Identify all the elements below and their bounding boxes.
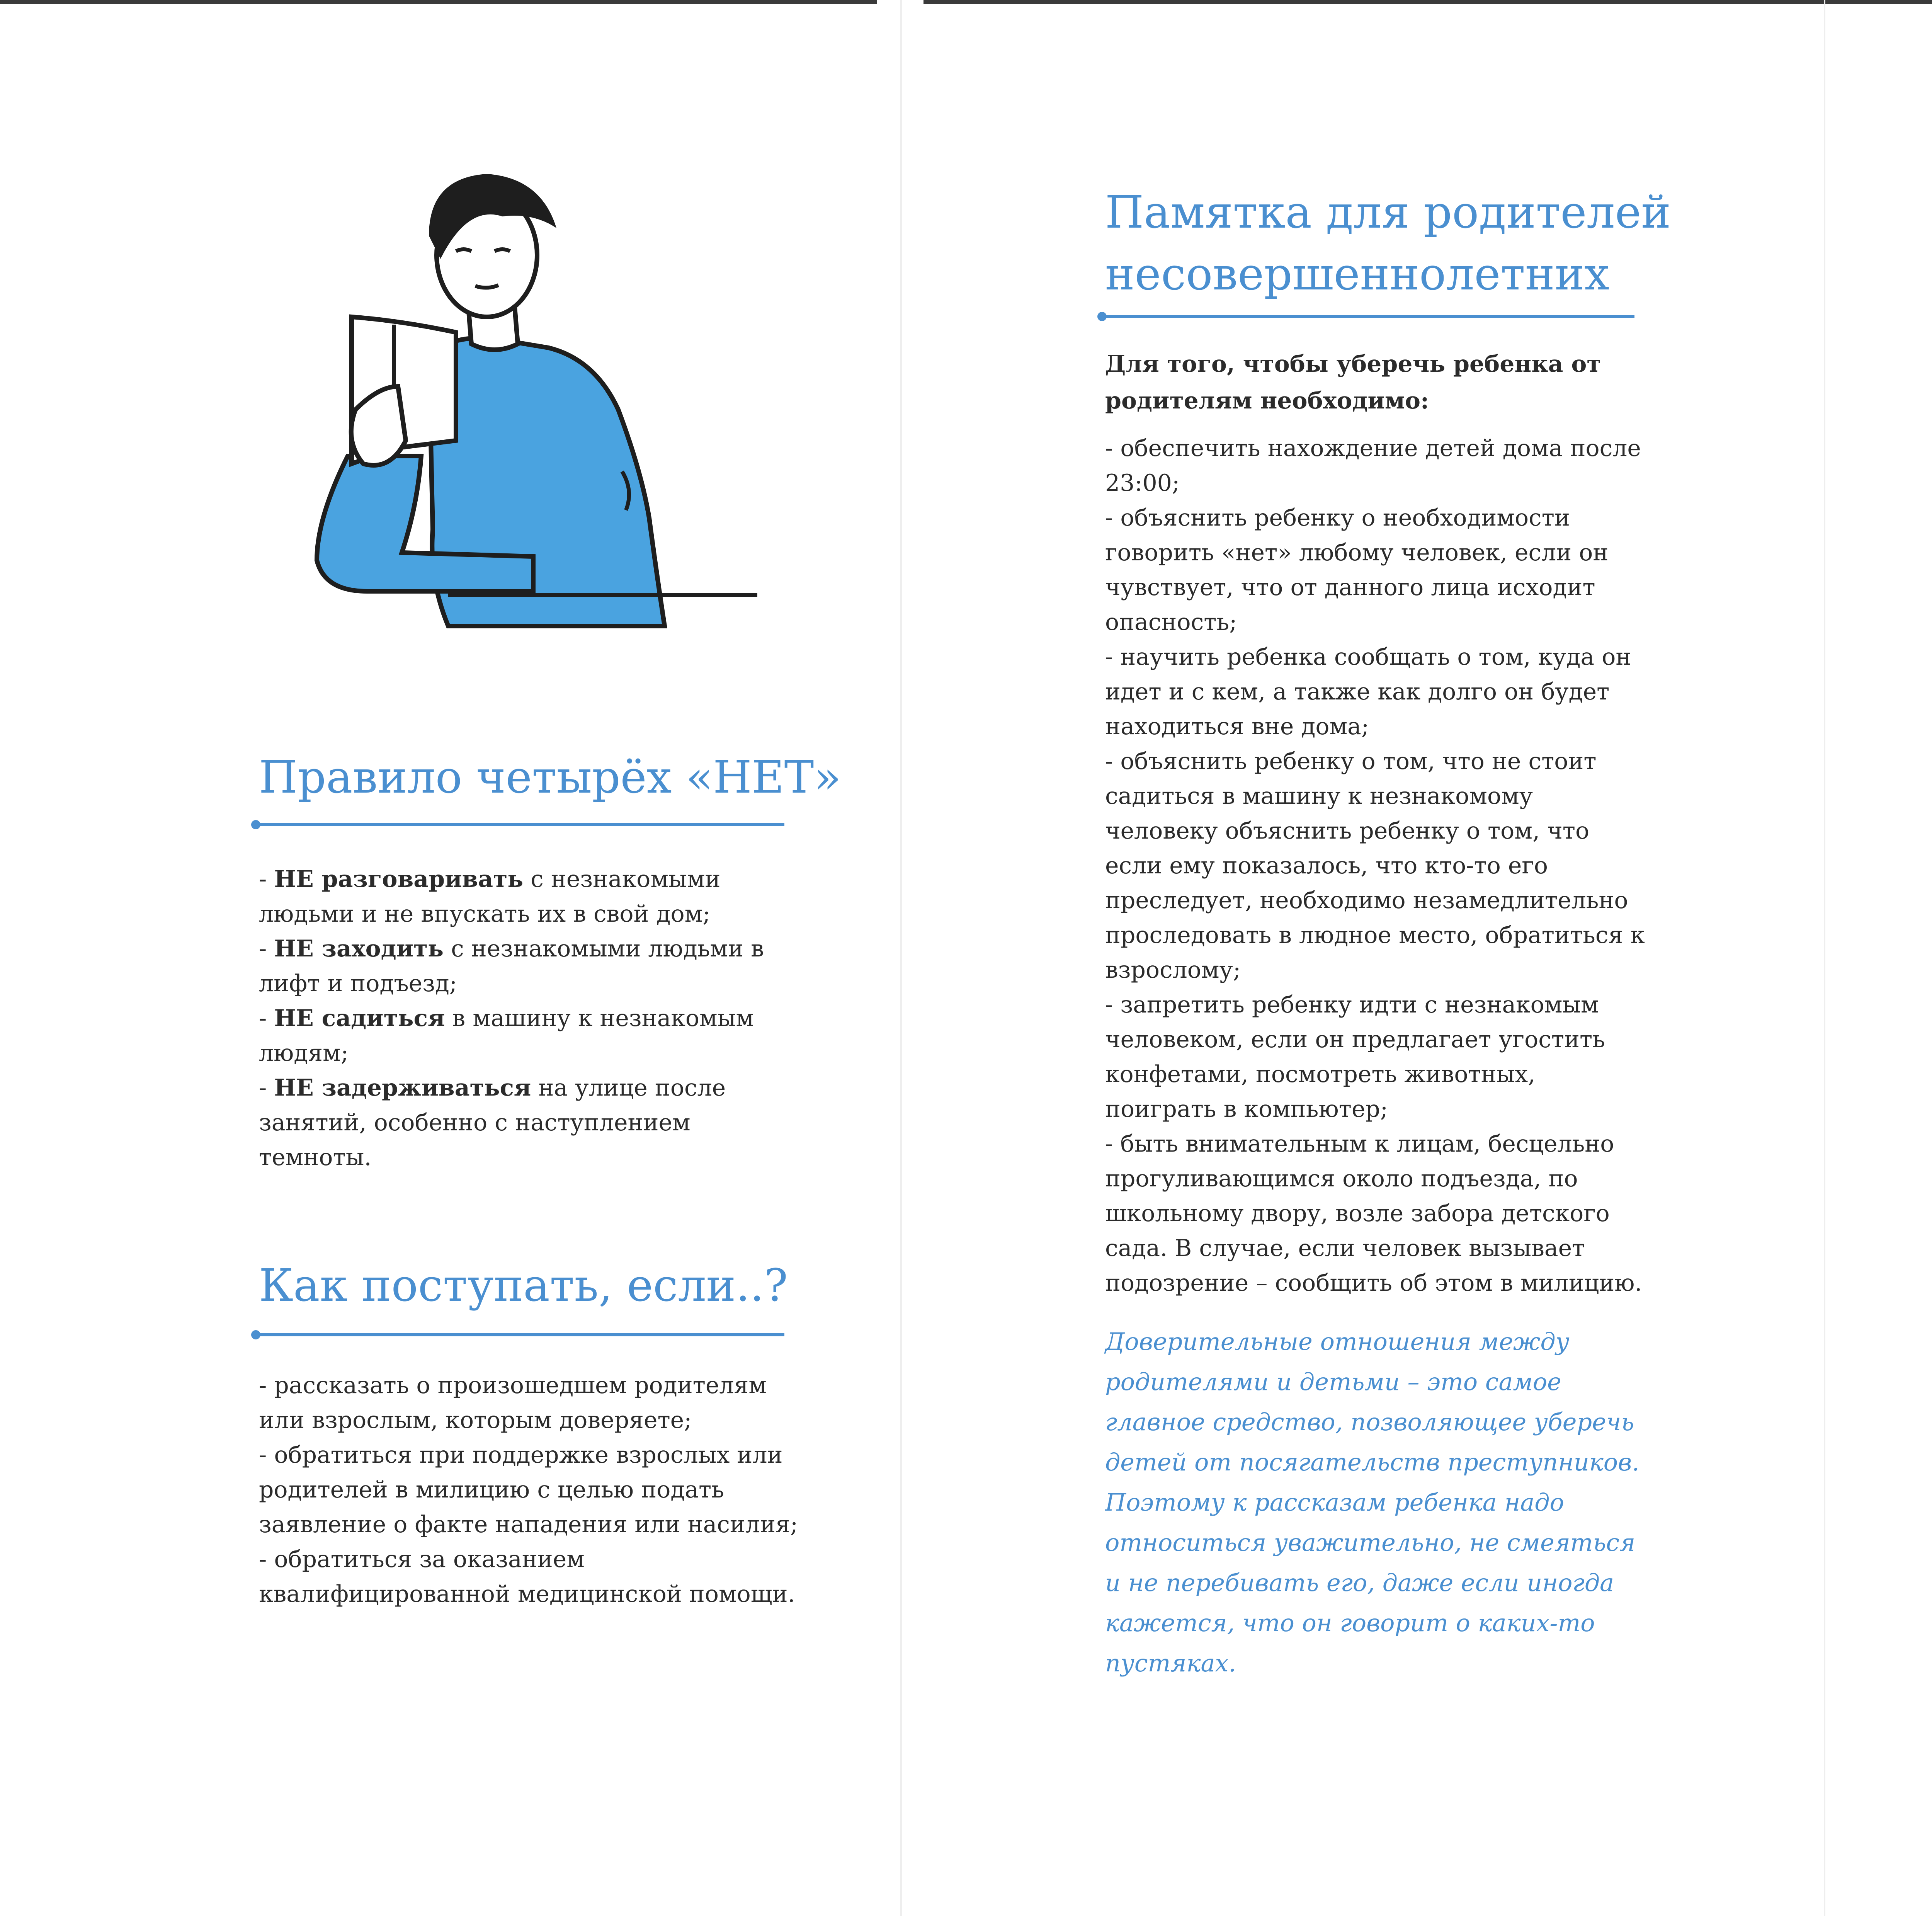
parents-item: - быть внимательным к лицам, бесцельно прогуливающимся около подъезда, по школьному двору, возле забора детского сада. В случае, если человек вызывает подозрение – сообщить об этом в милицию. — [1105, 1130, 1642, 1297]
rule-heading: Правило четырёх «НЕТ» — [259, 752, 841, 803]
trust-quote: Доверительные отношения между родителями и детьми – это самое главное средство, позволяющее уберечь детей от посягательств преступников. Поэтому к рассказам ребенка надо относиться уважительно, не смеяться и не перебивать его, даже если иногда кажется, что он говорит о каких-то пустяках. — [1105, 1327, 1639, 1677]
rules-list — [259, 862, 808, 1175]
rule-item: - НЕ разговаривать с незнакомыми людьми и не впускать их в свой дом; — [259, 866, 721, 927]
rule-item: - НЕ заходить с незнакомыми людьми в лифт и подъезд; — [259, 935, 764, 997]
parents-item: - запретить ребенку идти с незнакомым человеком, если он предлагает угостить конфетами, посмотреть животных, поиграть в компьютер; — [1105, 991, 1605, 1123]
rule-heading-underline — [255, 823, 784, 826]
parents-list — [1105, 431, 1646, 1300]
parents-intro: Для того, чтобы уберечь ребенка от родителям необходимо: — [1105, 351, 1601, 414]
action-item: - обратиться при поддержке взрослых или родителей в милицию с целью подать заявление о факте нападения или насилия; — [259, 1441, 798, 1538]
rule-item: - НЕ задерживаться на улице после занятий, особенно с наступлением темноты. — [259, 1074, 726, 1171]
right-panel — [1824, 0, 1932, 1916]
parents-heading-underline — [1101, 315, 1634, 318]
parents-item: - обеспечить нахождение детей дома после 23:00; — [1105, 435, 1641, 497]
actions-list — [259, 1368, 808, 1611]
parents-item: - объяснить ребенку о необходимости говорить «нет» любому человек, если он чувствует, что от данного лица исходит опасность; — [1105, 504, 1609, 636]
parents-item: - научить ребенка сообщать о том, куда он идет и с кем, а также как долго он будет находиться вне дома; — [1105, 643, 1631, 740]
left-panel — [0, 0, 900, 1916]
middle-panel — [900, 0, 1824, 1916]
parents-heading: Памятка для родителей несовершеннолетних — [1105, 187, 1671, 300]
parents-item: - объяснить ребенку о том, что не стоит садиться в машину к незнакомому человеку объяснить ребенку о том, что если ему показалось, что кто-то его преследует, необходимо незамедлительно проследовать в людное место, обратиться к взрослому; — [1105, 748, 1645, 984]
action-item: - рассказать о произошедшем родителям или взрослым, которым доверяете; — [259, 1372, 767, 1434]
rule-item: - НЕ садиться в машину к незнакомым людям; — [259, 1005, 754, 1067]
actions-heading-underline — [255, 1333, 784, 1336]
actions-heading: Как поступать, если..? — [259, 1260, 788, 1312]
action-item: - обратиться за оказанием квалифицированной медицинской помощи. — [259, 1546, 795, 1608]
reading-man-illustration — [301, 170, 757, 642]
